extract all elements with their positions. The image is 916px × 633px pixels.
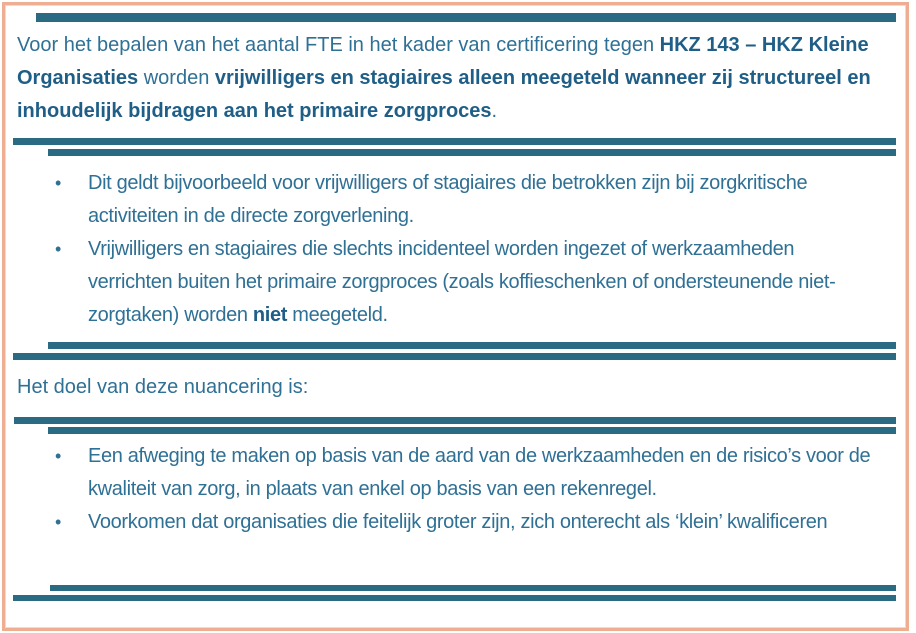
bullet-icon: • xyxy=(55,239,61,259)
intro-paragraph: Voor het bepalen van het aantal FTE in het kader van certificering tegen HKZ 143 – HKZ Kleine Organisaties worden vrijwilligers en stagiaires alleen meegeteld wanneer zij structureel en inhoudelijk bijdragen aan het primaire zorgproces. xyxy=(17,34,871,122)
bullet-icon: • xyxy=(55,446,61,466)
bullet-list-2 xyxy=(55,440,883,539)
list-item xyxy=(55,440,883,506)
middle-heading: Het doel van deze nuancering is: xyxy=(17,376,309,398)
bullet-icon: • xyxy=(55,512,61,532)
divider-bar-indent-d xyxy=(50,585,896,591)
divider-bar-indent-c xyxy=(48,427,896,434)
bullet-icon: • xyxy=(55,173,61,193)
divider-bar-full-c xyxy=(14,417,896,424)
list-item xyxy=(55,506,883,539)
list-item xyxy=(55,167,883,233)
divider-bar-full-a xyxy=(13,138,896,145)
bullet-list-1 xyxy=(55,167,883,332)
list-item-text: Vrijwilligers en stagiaires die slechts incidenteel worden ingezet of werkzaamheden verrichten buiten het primaire zorgproces (zoals koffieschenken of ondersteunende niet-zorgtaken) worden niet meegeteld. xyxy=(88,238,836,326)
top-divider-bar xyxy=(36,13,896,22)
divider-bar-indent-a xyxy=(48,149,896,156)
divider-bar-full-b xyxy=(13,353,896,360)
divider-bar-indent-b xyxy=(48,342,896,349)
list-item-text: Dit geldt bijvoorbeeld voor vrijwilligers of stagiaires die betrokken zijn bij zorgkritische activiteiten in de directe zorgverlening. xyxy=(88,172,808,227)
divider-bar-full-d xyxy=(13,595,896,601)
list-item xyxy=(55,233,883,332)
list-item-text: Een afweging te maken op basis van de aard van de werkzaamheden en de risico’s voor de kwaliteit van zorg, in plaats van enkel op basis van een rekenregel. xyxy=(88,445,871,500)
list-item-text: Voorkomen dat organisaties die feitelijk groter zijn, zich onterecht als ‘klein’ kwalificeren xyxy=(88,511,828,533)
